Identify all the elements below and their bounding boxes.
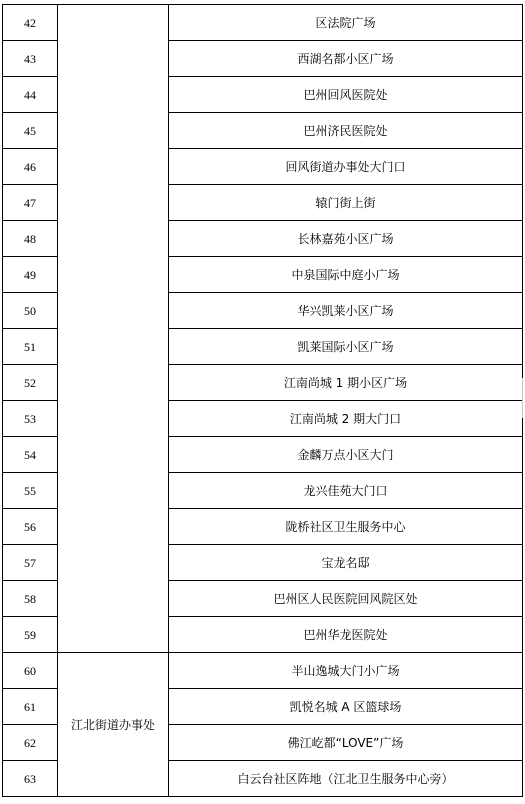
location-cell: 佛江屹都“LOVE”广场 <box>169 725 523 761</box>
location-cell: 白云台社区阵地（江北卫生服务中心旁） <box>169 761 523 797</box>
row-number: 49 <box>3 257 58 293</box>
row-number: 51 <box>3 329 58 365</box>
location-cell: 华兴凯莱小区广场 <box>169 293 523 329</box>
row-number: 59 <box>3 617 58 653</box>
location-cell: 巴州区人民医院回风院区处 <box>169 581 523 617</box>
location-cell: 凯悦名城 A 区篮球场 <box>169 689 523 725</box>
office-cell <box>58 5 169 653</box>
location-cell: 巴州济民医院处 <box>169 113 523 149</box>
location-cell: 陇桥社区卫生服务中心 <box>169 509 523 545</box>
row-number: 42 <box>3 5 58 41</box>
row-number: 54 <box>3 437 58 473</box>
row-number: 63 <box>3 761 58 797</box>
row-number: 58 <box>3 581 58 617</box>
row-number: 62 <box>3 725 58 761</box>
row-number: 55 <box>3 473 58 509</box>
row-number: 56 <box>3 509 58 545</box>
row-number: 60 <box>3 653 58 689</box>
location-cell: 回风街道办事处大门口 <box>169 149 523 185</box>
table-row <box>3 653 523 689</box>
location-cell: 江南尚城 1 期小区广场 <box>169 365 523 401</box>
row-number: 57 <box>3 545 58 581</box>
row-number: 46 <box>3 149 58 185</box>
location-cell: 辕门街上街 <box>169 185 523 221</box>
row-number: 47 <box>3 185 58 221</box>
table-row <box>3 5 523 41</box>
location-cell: 巴州华龙医院处 <box>169 617 523 653</box>
office-cell: 江北街道办事处 <box>58 653 169 797</box>
location-cell: 半山逸城大门小广场 <box>169 653 523 689</box>
location-cell: 宝龙名邸 <box>169 545 523 581</box>
sites-table <box>2 4 523 797</box>
row-number: 50 <box>3 293 58 329</box>
location-cell: 巴州回风医院处 <box>169 77 523 113</box>
row-number: 53 <box>3 401 58 437</box>
row-number: 44 <box>3 77 58 113</box>
location-cell: 凯莱国际小区广场 <box>169 329 523 365</box>
row-number: 52 <box>3 365 58 401</box>
location-cell: 中泉国际中庭小广场 <box>169 257 523 293</box>
row-number: 61 <box>3 689 58 725</box>
row-number: 43 <box>3 41 58 77</box>
row-number: 48 <box>3 221 58 257</box>
row-number: 45 <box>3 113 58 149</box>
location-cell: 江南尚城 2 期大门口 <box>169 401 523 437</box>
location-cell: 龙兴佳苑大门口 <box>169 473 523 509</box>
location-cell: 长林嘉苑小区广场 <box>169 221 523 257</box>
location-cell: 区法院广场 <box>169 5 523 41</box>
location-cell: 金麟万点小区大门 <box>169 437 523 473</box>
location-cell: 西湖名都小区广场 <box>169 41 523 77</box>
